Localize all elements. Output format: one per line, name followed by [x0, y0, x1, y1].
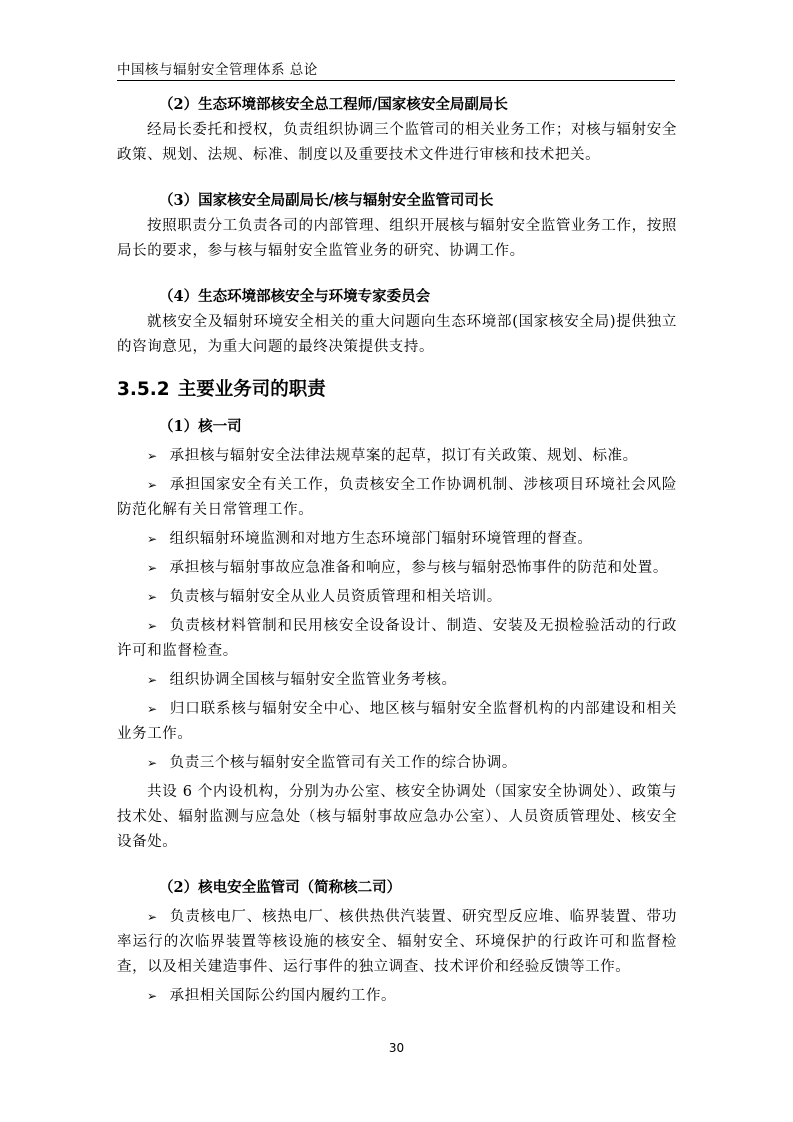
- sub-heading: （2）生态环境部核安全总工程师/国家核安全局副局长: [159, 96, 508, 113]
- list-item: ➢ 组织辐射环境监测和对地方生态环境部门辐射环境管理的督查。: [117, 527, 677, 552]
- paragraph: 经局长委托和授权，负责组织协调三个监管司的相关业务工作；对核与辐射安全政策、规划、法规、标准、制度以及重要技术文件进行审核和技术把关。: [117, 122, 677, 163]
- section-deputy-director: [117, 190, 677, 264]
- arrow-bullet-icon: ➢: [147, 449, 158, 463]
- arrow-bullet-icon: ➢: [147, 590, 158, 604]
- paragraph: 按照职责分工负责各司的内部管理、组织开展核与辐射安全监管业务工作，按照局长的要求，参与核与辐射安全监管业务的研究、协调工作。: [117, 218, 677, 259]
- arrow-bullet-icon: ➢: [147, 478, 158, 492]
- paragraph: 就核安全及辐射环境安全相关的重大问题向生态环境部(国家核安全局)提供独立的咨询意见，为重大问题的最终决策提供支持。: [117, 314, 677, 355]
- sub-heading: （1）核一司: [159, 418, 242, 435]
- list-item: ➢ 承担核与辐射安全法律法规草案的起草，拟订有关政策、规划、标准。: [117, 444, 677, 469]
- list-item: ➢ 归口联系核与辐射安全中心、地区核与辐射安全监督机构的内部建设和相关业务工作。: [117, 697, 677, 747]
- sub-heading: （3）国家核安全局副局长/核与辐射安全监管司司长: [159, 192, 494, 209]
- arrow-bullet-icon: ➢: [147, 702, 158, 716]
- arrow-bullet-icon: ➢: [147, 561, 158, 575]
- list-item: ➢ 负责三个核与辐射安全监管司有关工作的综合协调。: [117, 751, 677, 776]
- arrow-bullet-icon: ➢: [147, 989, 158, 1003]
- header-divider: [117, 80, 675, 81]
- section-number: 3.5.2: [117, 379, 170, 400]
- page-number: 30: [388, 1041, 405, 1055]
- list-item: ➢ 负责核电厂、核热电厂、核供热供汽装置、研究型反应堆、临界装置、带功率运行的次临界装置等核设施的核安全、辐射安全、环境保护的行政许可和监督检查，以及相关建造事件、运行事件的独立调查、技术评价和经验反馈等工作。: [117, 905, 677, 980]
- arrow-bullet-icon: ➢: [147, 532, 158, 546]
- page-content: [117, 94, 677, 1013]
- arrow-bullet-icon: ➢: [147, 910, 158, 924]
- list-item: ➢ 承担相关国际公约国内履约工作。: [117, 984, 677, 1009]
- running-header: 中国核与辐射安全管理体系 总论: [117, 62, 318, 78]
- arrow-bullet-icon: ➢: [147, 756, 158, 770]
- section-heading: [117, 376, 677, 404]
- section-dept-two: [117, 877, 677, 1009]
- section-chief-engineer: [117, 94, 677, 168]
- list-item: ➢ 负责核与辐射安全从业人员资质管理和相关培训。: [117, 585, 677, 610]
- sub-heading: （4）生态环境部核安全与环境专家委员会: [159, 288, 431, 305]
- sub-heading: （2）核电安全监管司（简称核二司）: [159, 879, 402, 896]
- arrow-bullet-icon: ➢: [147, 673, 158, 687]
- section-dept-one: [117, 416, 677, 855]
- list-item: ➢ 负责核材料管制和民用核安全设备设计、制造、安装及无损检验活动的行政许可和监督检查。: [117, 614, 677, 664]
- list-item: ➢ 组织协调全国核与辐射安全监管业务考核。: [117, 668, 677, 693]
- list-item: ➢ 承担国家安全有关工作，负责核安全工作协调机制、涉核项目环境社会风险防范化解有关日常管理工作。: [117, 473, 677, 523]
- arrow-bullet-icon: ➢: [147, 619, 158, 633]
- list-item: ➢ 承担核与辐射事故应急准备和响应，参与核与辐射恐怖事件的防范和处置。: [117, 556, 677, 581]
- section-title: 主要业务司的职责: [177, 379, 326, 400]
- paragraph: 共设 6 个内设机构，分别为办公室、核安全协调处（国家安全协调处）、政策与技术处、辐射监测与应急处（核与辐射事故应急办公室）、人员资质管理处、核安全设备处。: [117, 784, 677, 850]
- section-expert-committee: [117, 286, 677, 360]
